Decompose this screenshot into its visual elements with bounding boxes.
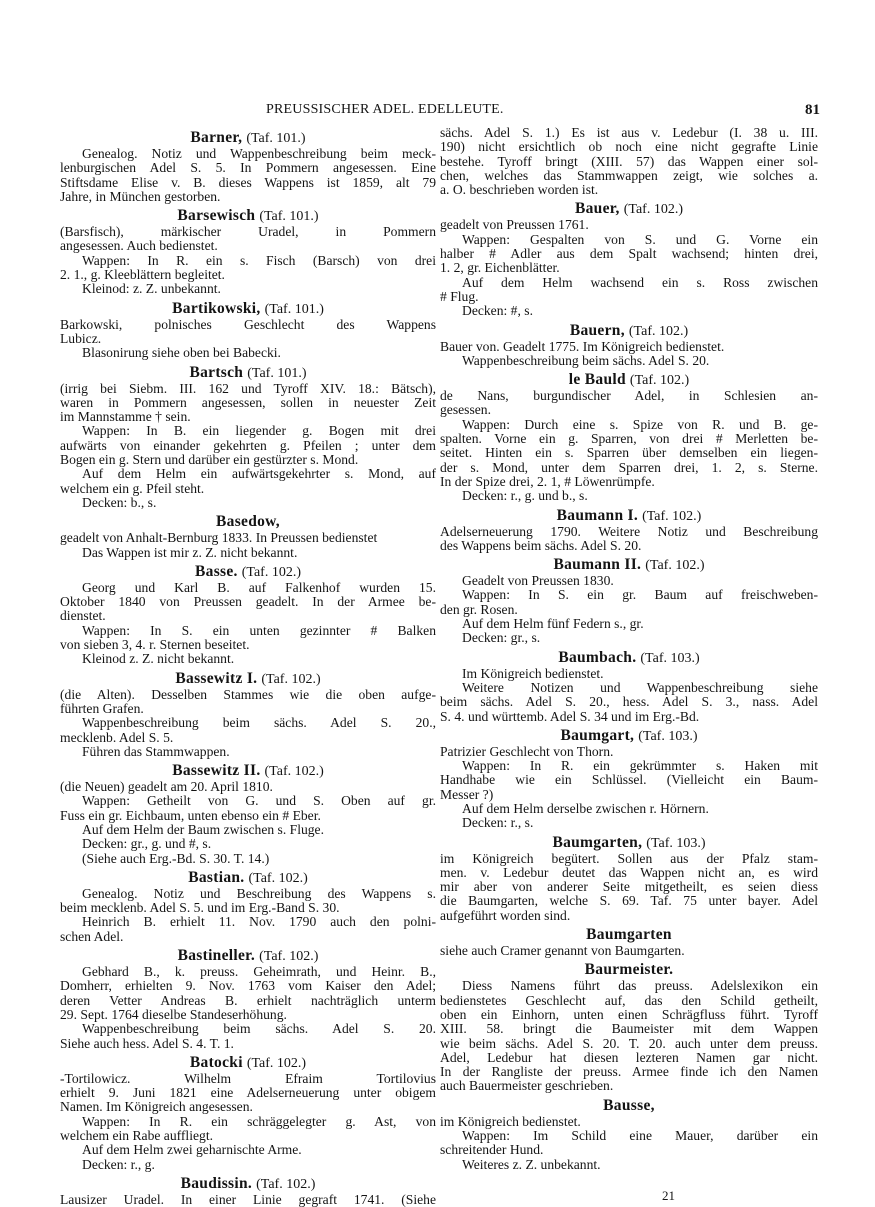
entry-heading <box>440 646 818 667</box>
paragraph <box>60 282 436 296</box>
entry <box>440 368 818 503</box>
entry-heading <box>440 504 818 525</box>
family-name: Barner, <box>190 129 243 146</box>
paragraph <box>440 1129 818 1158</box>
text-line: Wappen: In S. ein gr. Baum auf freischweben- <box>462 587 818 603</box>
text-line: aufgeführt worden sind. <box>440 907 571 923</box>
entry-heading <box>440 831 818 852</box>
text-line: Wappenbeschreibung beim sächs. Adel S. 20. <box>462 352 710 368</box>
entry <box>440 1094 818 1172</box>
entry-heading <box>60 667 436 688</box>
text-line: Adel, Ledebur hat diesen lezteren Namen gar nicht. <box>440 1049 818 1065</box>
entry-heading <box>440 724 818 745</box>
text-line: waren in Pommern angesessen, sollen in neuester Zeit <box>60 394 436 410</box>
entry-heading <box>60 361 436 382</box>
right-column <box>440 126 818 1172</box>
text-line: Wappen: In R. ein s. Fisch (Barsch) von drei <box>82 252 436 268</box>
text-line: der s. Mond, unter dem Sparren drei, 1. 2, s. Sterne. <box>440 459 818 475</box>
text-line: sächs. Adel S. 1.) Es ist aus v. Ledebur (I. 38 u. III. <box>440 125 818 140</box>
text-line: Wappen: Durch eine s. Spize von R. und B. ge- <box>462 416 818 432</box>
text-line: Genealog. Notiz und Wappenbeschreibung beim meck- <box>82 146 436 161</box>
entry-heading <box>60 510 436 531</box>
text-line: Decken: #, s. <box>462 303 533 319</box>
entry <box>60 1172 436 1207</box>
text-line: Decken: r., g. und b., s. <box>462 488 588 504</box>
paragraph <box>440 617 818 631</box>
text-line: a. O. beschrieben worden ist. <box>440 182 599 198</box>
text-line: den gr. Rosen. <box>440 601 518 617</box>
paragraph <box>440 418 818 489</box>
text-line: schreitender Hund. <box>440 1142 544 1158</box>
text-line: (die Neuen) geadelt am 20. April 1810. <box>60 779 273 795</box>
paragraph <box>60 1193 436 1207</box>
paragraph <box>60 688 436 717</box>
paragraph <box>60 546 436 560</box>
entry-heading <box>60 1172 436 1193</box>
paragraph <box>440 681 818 724</box>
text-line: (die Alten). Desselben Stammes wie die oben aufge- <box>60 686 436 702</box>
family-name: Baumann I. <box>556 506 639 524</box>
text-line: Siehe auch hess. Adel S. 4. T. 1. <box>60 1035 234 1051</box>
text-line: seitet. Hinten ein s. Sparren über demselben ein liegen- <box>440 445 818 461</box>
text-line: Wappen: In S. ein unten gezinnter # Balken <box>82 622 436 638</box>
entry <box>440 724 818 831</box>
entry <box>60 866 436 944</box>
text-line: Kleinod: z. Z. unbekannt. <box>82 281 221 297</box>
paragraph <box>440 389 818 418</box>
text-line: auch Bauermeister geschrieben. <box>440 1078 614 1094</box>
entry-heading <box>440 197 818 218</box>
plate-reference: (Taf. 102.) <box>261 671 321 687</box>
text-line: Namen. Im Königreich angesessen. <box>60 1099 253 1115</box>
text-line: Adelserneuerung 1790. Weitere Notiz und Beschreibung <box>440 523 818 539</box>
paragraph <box>440 304 818 318</box>
entry-heading <box>440 319 818 340</box>
plate-reference: (Taf. 102.) <box>264 764 324 780</box>
paragraph <box>60 581 436 624</box>
plate-reference: (Taf. 103.) <box>638 728 698 744</box>
text-line: geadelt von Anhalt-Bernburg 1833. In Preussen bedienstet <box>60 530 378 546</box>
text-line: lenburgischen Adel S. 5. In Pommern angesessen. Eine <box>60 160 436 176</box>
plate-reference: (Taf. 103.) <box>646 835 706 851</box>
text-line: Diess Namens führt das preuss. Adelslexikon ein <box>462 978 818 994</box>
text-line: chen, welches das Stammwappen zeigt, wie solches a. <box>440 167 818 183</box>
entry <box>60 510 436 560</box>
paragraph <box>60 823 436 837</box>
text-line: Auf dem Helm ein aufwärtsgekehrter s. Mond, auf <box>82 466 436 482</box>
text-line: S. 4. und württemb. Adel S. 34 und im Erg.-Bd. <box>440 708 700 724</box>
plate-reference: (Taf. 101.) <box>246 131 306 146</box>
entry-heading <box>440 1094 818 1115</box>
paragraph <box>440 489 818 503</box>
paragraph <box>60 624 436 653</box>
text-line: im Königreich begütert. Sollen aus der Pfalz stam- <box>440 850 818 866</box>
paragraph <box>60 965 436 1022</box>
text-line: führten Grafen. <box>60 700 144 716</box>
text-line: Decken: r., g. <box>82 1156 155 1172</box>
paragraph <box>60 318 436 347</box>
family-name: Bassewitz II. <box>172 762 261 780</box>
text-line: Decken: gr., s. <box>462 630 541 646</box>
text-line: Lubicz. <box>60 330 102 346</box>
entry <box>60 297 436 361</box>
text-line: 1. 2, gr. Eichenblätter. <box>440 260 560 276</box>
entry <box>440 319 818 369</box>
text-line: aufwärts von einander gekehrten g. Pfeilen ; unter dem <box>60 437 436 453</box>
text-line: Auf dem Helm zwei geharnischte Arme. <box>82 1142 302 1158</box>
entry <box>440 126 818 197</box>
text-line: Kleinod z. Z. nicht bekannt. <box>82 651 235 667</box>
text-line: Decken: r., s. <box>462 815 534 831</box>
text-line: Decken: gr., g. und #, s. <box>82 836 212 852</box>
paragraph <box>60 887 436 916</box>
text-line: spalten. Vorne ein g. Sparren, von drei # Merletten be- <box>440 431 818 447</box>
text-line: Wappen: Getheilt von G. und S. Oben auf gr. <box>82 793 436 809</box>
paragraph <box>440 944 818 958</box>
text-line: Das Wappen ist mir z. Z. nicht bekannt. <box>82 544 298 560</box>
text-line: angesessen. Auch bedienstet. <box>60 238 218 254</box>
entry-heading <box>440 958 818 979</box>
page-header <box>0 102 875 120</box>
paragraph <box>60 1158 436 1172</box>
family-name: Baumgarten, <box>552 833 643 851</box>
text-line: mecklenb. Adel S. 5. <box>60 729 174 745</box>
text-line: beim mecklenb. Adel S. 5. und im Erg.-Band S. 30. <box>60 900 340 916</box>
text-line: Messer ?) <box>440 786 494 802</box>
paragraph <box>60 852 436 866</box>
paragraph <box>440 979 818 1093</box>
paragraph <box>440 340 818 354</box>
family-name: Basedow, <box>216 513 280 531</box>
paragraph <box>60 780 436 794</box>
left-column <box>60 126 436 1207</box>
text-line: von sieben 3, 4. r. Sternen beseitet. <box>60 637 250 653</box>
entry <box>60 667 436 759</box>
text-line: Im Königreich bedienstet. <box>462 665 604 681</box>
running-title: PREUSSISCHER ADEL. EDELLEUTE. <box>266 102 504 117</box>
text-line: Wappenbeschreibung beim sächs. Adel S. 20. <box>82 1021 436 1037</box>
entry <box>440 831 818 923</box>
text-line: Decken: b., s. <box>82 494 157 510</box>
plate-reference: (Taf. 102.) <box>259 949 319 965</box>
text-line: Genealog. Notiz und Beschreibung des Wappens s. <box>82 885 436 901</box>
text-line: Weitere Notizen und Wappenbeschreibung siehe <box>462 679 818 695</box>
text-line: im Mannstamme † sein. <box>60 409 191 425</box>
family-name: Basse. <box>195 562 238 580</box>
text-line: Wappen: In R. ein gekrümmter s. Haken mit <box>462 758 818 774</box>
family-name: Bauern, <box>569 321 625 339</box>
paragraph <box>440 233 818 276</box>
entry <box>440 553 818 645</box>
text-line: (Siehe auch Erg.-Bd. S. 30. T. 14.) <box>82 850 270 866</box>
entry <box>440 197 818 318</box>
text-line: Bauer von. Geadelt 1775. Im Königreich bedienstet. <box>440 338 725 354</box>
paragraph <box>60 1115 436 1144</box>
text-line: Auf dem Helm wachsend ein s. Ross zwischen <box>462 274 818 290</box>
text-line: In der Rangliste der preuss. Armee finde ich den Namen <box>440 1064 818 1080</box>
paragraph <box>440 1115 818 1129</box>
paragraph <box>60 745 436 759</box>
entry-heading <box>60 759 436 780</box>
paragraph <box>440 276 818 305</box>
text-line: deren Vetter Andreas B. erhielt nachträglich unterm <box>60 992 436 1008</box>
entry <box>440 504 818 554</box>
text-line: XIII. 58. bringt die Baumeister mit dem Wappen <box>440 1021 818 1037</box>
plate-reference: (Taf. 102.) <box>628 323 689 339</box>
text-line: -Tortilowicz. Wilhelm Efraim Tortilovius <box>60 1070 436 1086</box>
text-line: Barkowski, polnisches Geschlecht des Wappens <box>60 316 436 332</box>
plate-reference: (Taf. 102.) <box>248 870 308 886</box>
plate-reference: (Taf. 101.) <box>264 301 324 317</box>
family-name: Bartsch <box>189 363 244 381</box>
text-line: bedienstetes Geschlecht auf, das den Schild getheilt, <box>440 992 818 1008</box>
text-line: Wappen: In R. ein schräggelegter g. Ast, von <box>82 1113 436 1129</box>
text-line: welchem ein Rabe auffliegt. <box>60 1128 213 1144</box>
paragraph <box>440 588 818 617</box>
paragraph <box>60 837 436 851</box>
family-name: Baumgart, <box>560 726 635 744</box>
text-line: Wappen: In B. ein liegender g. Bogen mit drei <box>82 423 436 439</box>
text-line: welchem ein g. Pfeil steht. <box>60 480 205 496</box>
entry <box>60 759 436 866</box>
paragraph <box>60 467 436 496</box>
text-line: Bogen ein g. Stern und darüber ein gestürzter s. Mond. <box>60 452 359 468</box>
paragraph <box>440 745 818 759</box>
plate-reference: (Taf. 102.) <box>246 1055 307 1071</box>
family-name: Barsewisch <box>177 207 256 225</box>
text-line: gesessen. <box>440 402 491 418</box>
family-name: Batocki <box>189 1053 243 1071</box>
entry-heading <box>440 923 818 944</box>
plate-reference: (Taf. 101.) <box>259 209 319 225</box>
paragraph <box>440 631 818 645</box>
entry <box>60 361 436 511</box>
text-line: Auf dem Helm derselbe zwischen r. Hörnern. <box>462 800 709 816</box>
entry-heading <box>60 866 436 887</box>
paragraph <box>440 667 818 681</box>
entry-heading <box>60 560 436 581</box>
paragraph <box>60 1022 436 1051</box>
text-line: Wappenbeschreibung beim sächs. Adel S. 20., <box>82 715 436 731</box>
text-line: (irrig bei Siebm. III. 162 und Tyroff XIV. 18.: Bätsch), <box>60 380 436 396</box>
text-line: In der Spize drei, 2. 1, # Löwenrümpfe. <box>440 473 655 489</box>
entry <box>60 204 436 296</box>
text-line: Domherr, erhielten 9. Nov. 1763 vom Kaiser den Adel; <box>60 978 436 994</box>
entry-heading <box>60 297 436 318</box>
text-line: die Baumgarten, welche S. 69. Taf. 75 unter bayer. Adel <box>440 893 818 909</box>
family-name: le Bauld <box>568 371 626 389</box>
plate-reference: (Taf. 101.) <box>247 365 307 381</box>
text-line: men. v. Ledebur deutet das Wappen nicht an, es wird <box>440 864 818 880</box>
paragraph <box>440 126 818 197</box>
entry <box>60 126 436 204</box>
plate-reference: (Taf. 102.) <box>623 202 683 218</box>
paragraph <box>60 1072 436 1115</box>
plate-reference: (Taf. 102.) <box>645 558 705 574</box>
text-line: halber # Adler aus dem Spalt wachsend; hinten drei, <box>440 246 818 262</box>
text-line: oben ein Einhorn, unten einen Schrägfluss führt. Tyroff <box>440 1006 818 1022</box>
text-line: Jahre, in München gestorben. <box>60 188 221 204</box>
text-line: Geadelt von Preussen 1830. <box>462 573 614 589</box>
entry <box>440 923 818 958</box>
text-line: Oktober 1840 von Preussen geadelt. In der Armee be- <box>60 594 436 610</box>
text-line: Blasonirung siehe oben bei Babecki. <box>82 345 281 361</box>
entry <box>60 560 436 667</box>
text-line: Stiftsdame Elise v. B. dieses Wappens ist 1859, alt 79 <box>60 174 436 190</box>
entry <box>440 646 818 724</box>
paragraph <box>440 218 818 232</box>
family-name: Bassewitz I. <box>175 669 258 687</box>
text-line: siehe auch Cramer genannt von Baumgarten. <box>440 943 685 959</box>
text-line: wie beim sächs. Adel S. 20. T. 20. auch unter dem preuss. <box>440 1035 818 1051</box>
paragraph <box>60 794 436 823</box>
paragraph <box>60 147 436 204</box>
text-line: # Flug. <box>440 288 479 304</box>
family-name: Baumgarten <box>586 926 672 944</box>
paragraph <box>60 652 436 666</box>
entry-heading <box>440 368 818 389</box>
paragraph <box>60 1143 436 1157</box>
plate-reference: (Taf. 102.) <box>642 508 702 524</box>
text-line: Wappen: Im Schild eine Mauer, darüber ein <box>462 1128 818 1144</box>
family-name: Baurmeister. <box>584 961 674 979</box>
paragraph <box>440 816 818 830</box>
text-line: Patrizier Geschlecht von Thorn. <box>440 743 614 759</box>
family-name: Baumann II. <box>553 556 642 574</box>
text-line: de Nans, burgundischer Adel, in Schlesien an- <box>440 388 818 404</box>
paragraph <box>60 346 436 360</box>
family-name: Bauer, <box>574 200 620 218</box>
paragraph <box>440 1158 818 1172</box>
paragraph <box>60 496 436 510</box>
paragraph <box>440 574 818 588</box>
text-line: geadelt von Preussen 1761. <box>440 217 589 233</box>
family-name: Bastineller. <box>177 947 256 965</box>
plate-reference: (Taf. 102.) <box>241 564 301 580</box>
paragraph <box>60 424 436 467</box>
text-line: Weiteres z. Z. unbekannt. <box>462 1156 601 1172</box>
paragraph <box>440 802 818 816</box>
text-line: Fuss ein gr. Eichbaum, unten ebenso ein # Eber. <box>60 807 321 823</box>
text-line: Handhabe wie ein Schlüssel. (Vielleicht ein Baum- <box>440 772 818 788</box>
plate-reference: (Taf. 102.) <box>629 373 690 389</box>
entry-heading <box>440 553 818 574</box>
entry-heading <box>60 126 436 147</box>
paragraph <box>440 852 818 923</box>
text-line: 29. Sept. 1764 dieselbe Standeserhöhung. <box>60 1006 287 1022</box>
text-line: bestehe. Tyroff bringt (XIII. 57) das Wappen einer sol- <box>440 153 818 169</box>
entry-heading <box>60 204 436 225</box>
text-line: dienstet. <box>60 608 106 624</box>
page-number: 81 <box>805 102 820 118</box>
entry-heading <box>60 944 436 965</box>
paragraph <box>60 716 436 745</box>
text-line: Auf dem Helm der Baum zwischen s. Fluge. <box>82 821 324 837</box>
text-line: 2. 1., g. Kleeblättern begleitet. <box>60 267 225 283</box>
family-name: Baumbach. <box>558 648 637 666</box>
entry <box>60 944 436 1051</box>
family-name: Bastian. <box>188 868 245 886</box>
paragraph <box>440 354 818 368</box>
family-name: Bartikowski, <box>172 299 261 317</box>
text-line: im Königreich bedienstet. <box>440 1113 581 1129</box>
paragraph <box>60 225 436 254</box>
paragraph <box>60 915 436 944</box>
entry <box>440 958 818 1093</box>
paragraph <box>440 525 818 554</box>
signature-mark: 21 <box>662 1188 675 1203</box>
text-line: Wappen: Gespalten von S. und G. Vorne ein <box>462 231 818 247</box>
paragraph <box>60 254 436 283</box>
family-name: Bausse, <box>603 1096 655 1114</box>
family-name: Baudissin. <box>180 1174 253 1192</box>
text-line: Heinrich B. erhielt 11. Nov. 1790 auch den polni- <box>82 914 436 930</box>
text-line: Auf dem Helm fünf Federn s., gr. <box>462 616 644 632</box>
entry-heading <box>60 1051 436 1072</box>
text-line: des Wappens beim sächs. Adel S. 20. <box>440 537 642 553</box>
plate-reference: (Taf. 102.) <box>256 1176 316 1192</box>
text-line: Führen das Stammwappen. <box>82 743 230 759</box>
paragraph <box>60 531 436 545</box>
text-line: Georg und Karl B. auf Falkenhof wurden 15. <box>82 579 436 595</box>
text-line: (Barsfisch), märkischer Uradel, in Pommern <box>60 224 436 240</box>
paragraph <box>440 759 818 802</box>
plate-reference: (Taf. 103.) <box>640 650 700 666</box>
text-line: mir aber von anderer Seite mitgetheilt, es seien diess <box>440 879 818 895</box>
text-line: beim sächs. Adel S. 20., hess. Adel S. 3., nass. Adel <box>440 694 818 710</box>
text-line: 190) nicht ersichtlich ob noch eine nicht gegrafte Linie <box>440 139 818 155</box>
text-line: schen Adel. <box>60 928 124 944</box>
text-line: Lausizer Uradel. In einer Linie gegraft 1741. (Siehe <box>60 1191 436 1207</box>
paragraph <box>60 382 436 425</box>
entry <box>60 1051 436 1172</box>
text-line: erhielt 9. Juni 1821 eine Adelserneuerung unter obigem <box>60 1085 436 1101</box>
text-line: Gebhard B., k. preuss. Geheimrath, und Heinr. B., <box>82 964 436 980</box>
